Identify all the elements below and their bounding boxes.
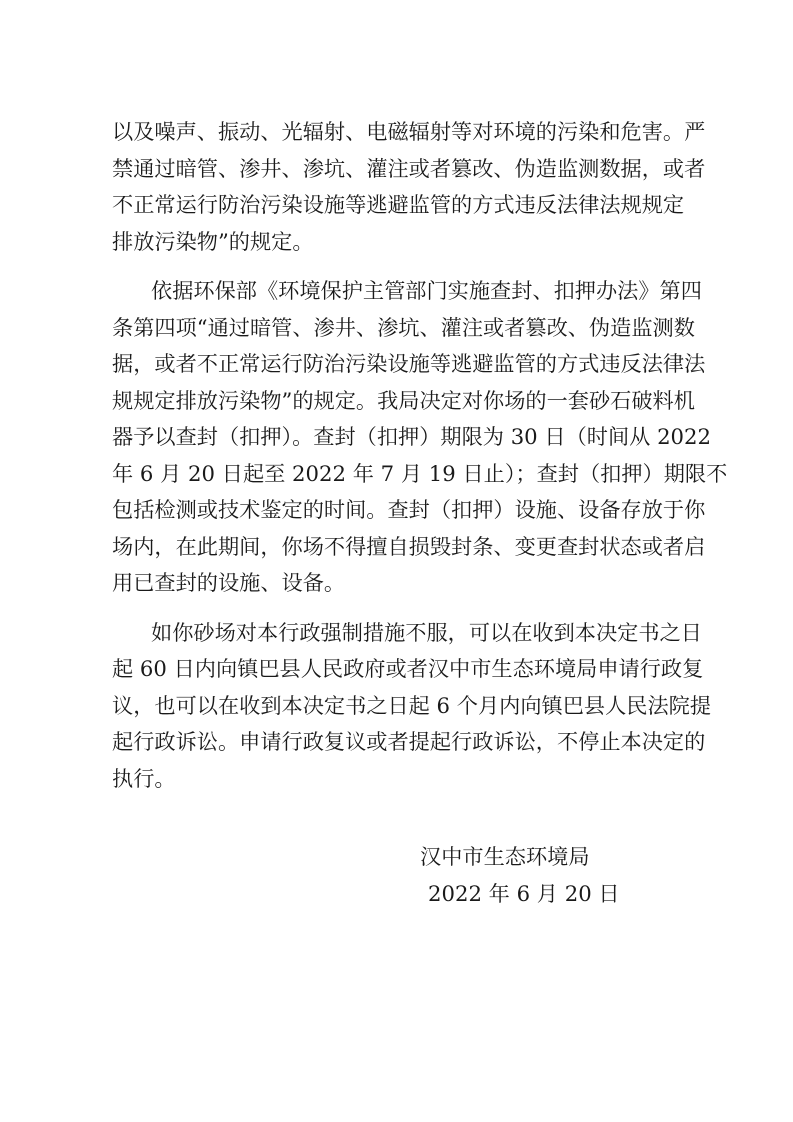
text-line: 条第四项“通过暗管、渗井、渗坑、灌注或者篡改、伪造监测数 <box>112 314 695 340</box>
text-line: 起行政诉讼。申请行政复议或者提起行政诉讼，不停止本决定的 <box>112 729 706 754</box>
text-line: 场内，在此期间，你场不得擅自损毁封条、变更查封状态或者启 <box>112 533 706 559</box>
text-line: 器予以查封（扣押）。查封（扣押）期限为 30 日（时间从 2022 <box>112 424 711 449</box>
text-line: 执行。 <box>112 765 176 791</box>
text-line: 年 6 月 20 日起至 2022 年 7 月 19 日止）；查封（扣押）期限不 <box>112 460 728 486</box>
text-line: 如你砂场对本行政强制措施不服，可以在收到本决定书之日 <box>151 619 702 645</box>
issuing-organization: 汉中市生态环境局 <box>420 844 590 869</box>
text-line: 起 60 日内向镇巴县人民政府或者汉中市生态环境局申请行政复 <box>112 656 704 681</box>
paragraph <box>112 273 728 602</box>
paragraph-gap <box>112 260 712 273</box>
text-line: 据，或者不正常运行防治污染设施等逃避监管的方式违反法律法 <box>112 351 706 376</box>
text-line: 禁通过暗管、渗井、渗坑、灌注或者篡改、伪造监测数据，或者 <box>112 155 706 181</box>
text-line: 以及噪声、振动、光辐射、电磁辐射等对环境的污染和危害。严 <box>112 119 706 144</box>
text-line: 议，也可以在收到本决定书之日起 6 个月内向镇巴县人民法院提 <box>112 692 712 718</box>
issue-date: 2022 年 6 月 20 日 <box>428 881 620 906</box>
text-line: 规规定排放污染物”的规定。我局决定对你场的一套砂石破料机 <box>112 387 695 413</box>
paragraph <box>112 114 712 260</box>
document-body <box>112 114 728 797</box>
text-line: 排放污染物”的规定。 <box>112 228 314 254</box>
paragraph-gap <box>112 602 712 615</box>
paragraph <box>112 615 712 798</box>
signature-block <box>420 838 680 912</box>
text-line: 包括检测或技术鉴定的时间。查封（扣押）设施、设备存放于你 <box>112 497 706 522</box>
text-line: 依据环保部《环境保护主管部门实施查封、扣押办法》第四 <box>151 278 702 303</box>
text-line: 用已查封的设施、设备。 <box>112 570 346 595</box>
text-line: 不正常运行防治污染设施等逃避监管的方式违反法律法规规定 <box>112 192 685 217</box>
